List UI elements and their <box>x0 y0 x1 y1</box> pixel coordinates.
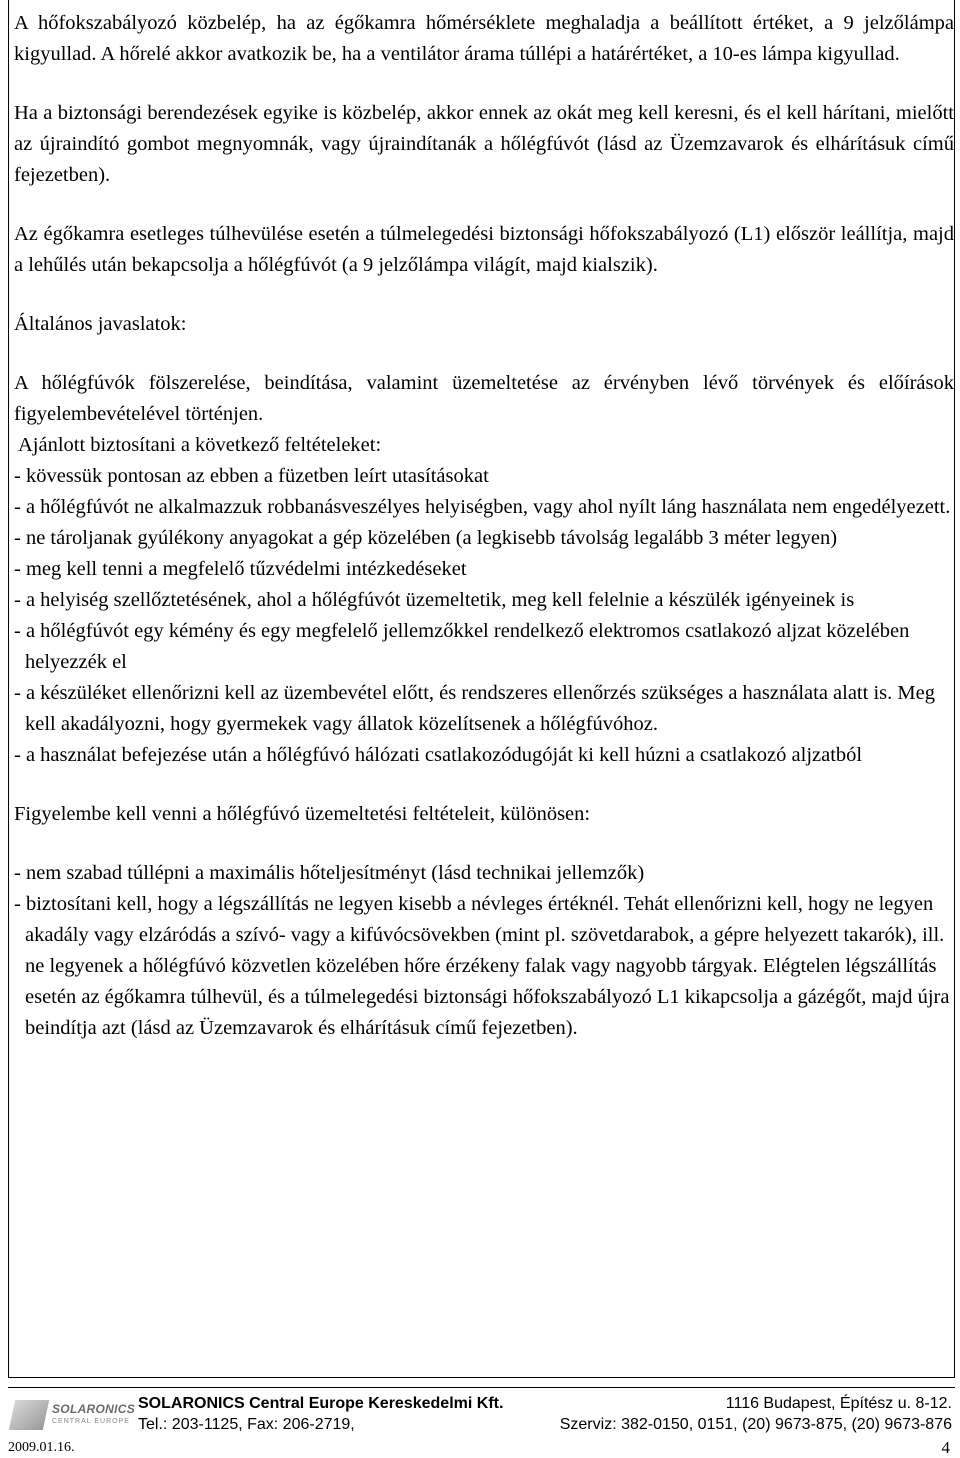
section-heading: Általános javaslatok: <box>14 313 187 335</box>
footer-address: 1116 Budapest, Építész u. 8-12. <box>725 1395 952 1412</box>
list-item: - a hőlégfúvót egy kémény és egy megfelelő jellemzőkkel rendelkező elektromos csatlakozó aljzat közelében helyezzék el <box>14 620 910 673</box>
list-item: - meg kell tenni a megfelelő tűzvédelmi intézkedéseket <box>14 558 467 580</box>
paragraph-operating-conditions: Figyelembe kell venni a hőlégfúvó üzemeltetési feltételeit, különösen: <box>14 803 591 825</box>
paragraph-thermostat: A hőfokszabályozó közbelép, ha az égőkamra hőmérséklete meghaladja a beállított értéket, a 9 jelzőlámpa kigyullad. A hőrelé akkor avatkozik be, ha a ventilátor árama túllépi a határértéket, a 10-es lámpa kigyullad. <box>14 12 954 65</box>
list-item: - a hőlégfúvót ne alkalmazzuk robbanásveszélyes helyiségben, vagy ahol nyílt láng használata nem engedélyezett. <box>14 496 951 518</box>
conditions-list <box>14 858 954 1044</box>
logo-name: SOLARONICS <box>52 1402 136 1416</box>
page-number: 4 <box>941 1438 950 1457</box>
list-item: - a helyiség szellőztetésének, ahol a hőlégfúvót üzemeltetik, meg kell felelnie a készülék igényeinek is <box>14 589 855 611</box>
footer-phone: Tel.: 203-1125, Fax: 206-2719, <box>138 1416 355 1433</box>
footer-service: Szerviz: 382-0150, 0151, (20) 9673-875, (20) 9673-876 <box>559 1416 952 1433</box>
footer-divider <box>8 1387 955 1388</box>
list-item: - a használat befejezése után a hőlégfúvó hálózati csatlakozódugóját ki kell húzni a csatlakozó aljzatból <box>14 744 863 766</box>
paragraph-safety-devices: Ha a biztonsági berendezések egyike is közbelép, akkor ennek az okát meg kell keresni, és el kell hárítani, mielőtt az újraindító gombot megnyomnák, vagy újraindítanák a hőlégfúvót (lásd az Üzemzavarok és elhárításuk című fejezetben). <box>14 102 954 186</box>
logo-mark-icon <box>9 1400 49 1430</box>
list-item: - biztosítani kell, hogy a légszállítás ne legyen kisebb a névleges értéknél. Tehát ellenőrizni kell, hogy ne legyen akadály vagy elzáródás a szívó- vagy a kifúvócsövekben (mint pl. szövetdarabok, a gépre helyezett takarók), ill. ne legyenek a hőlégfúvó közvetlen közelében hőre érzékeny falak vagy nagyobb tárgyak. Elégtelen légszállítás esetén az égőkamra túlhevül, és a túlmelegedési biztonsági hőfokszabályozó L1 kikapcsolja a gázégőt, majd újra beindítja azt (lásd az Üzemzavarok és elhárításuk című fejezetben). <box>14 893 950 1039</box>
solaronics-logo <box>12 1396 134 1436</box>
footer-company: SOLARONICS Central Europe Kereskedelmi Kft. <box>138 1395 504 1412</box>
list-item: - a készüléket ellenőrizni kell az üzembevétel előtt, és rendszeres ellenőrzés szükséges a használata alatt is. Meg kell akadályozni, hogy gyermekek vagy állatok közelítsenek a hőlégfúvóhoz. <box>14 682 935 735</box>
logo-subtitle: CENTRAL EUROPE <box>52 1418 130 1425</box>
list-item: - ne tároljanak gyúlékony anyagokat a gép közelében (a legkisebb távolság legalább 3 méter legyen) <box>14 527 838 549</box>
paragraph-installation: A hőlégfúvók fölszerelése, beindítása, valamint üzemeltetése az érvényben lévő törvények és előírások figyelembevételével történjen. <box>14 372 954 425</box>
paragraph-recommended: Ajánlott biztosítani a következő feltételeket: <box>14 434 382 456</box>
list-item: - kövessük pontosan az ebben a füzetben leírt utasításokat <box>14 465 489 487</box>
paragraph-overheating: Az égőkamra esetleges túlhevülése esetén a túlmelegedési biztonsági hőfokszabályozó (L1) először leállítja, majd a lehűlés után bekapcsolja a hőlégfúvót (a 9 jelzőlámpa világít, majd kialszik). <box>14 223 954 276</box>
list-item: - nem szabad túllépni a maximális hőteljesítményt (lásd technikai jellemzők) <box>14 862 645 884</box>
document-body <box>14 8 954 1044</box>
recommendations-list <box>14 461 954 771</box>
footer-date: 2009.01.16. <box>8 1440 75 1455</box>
